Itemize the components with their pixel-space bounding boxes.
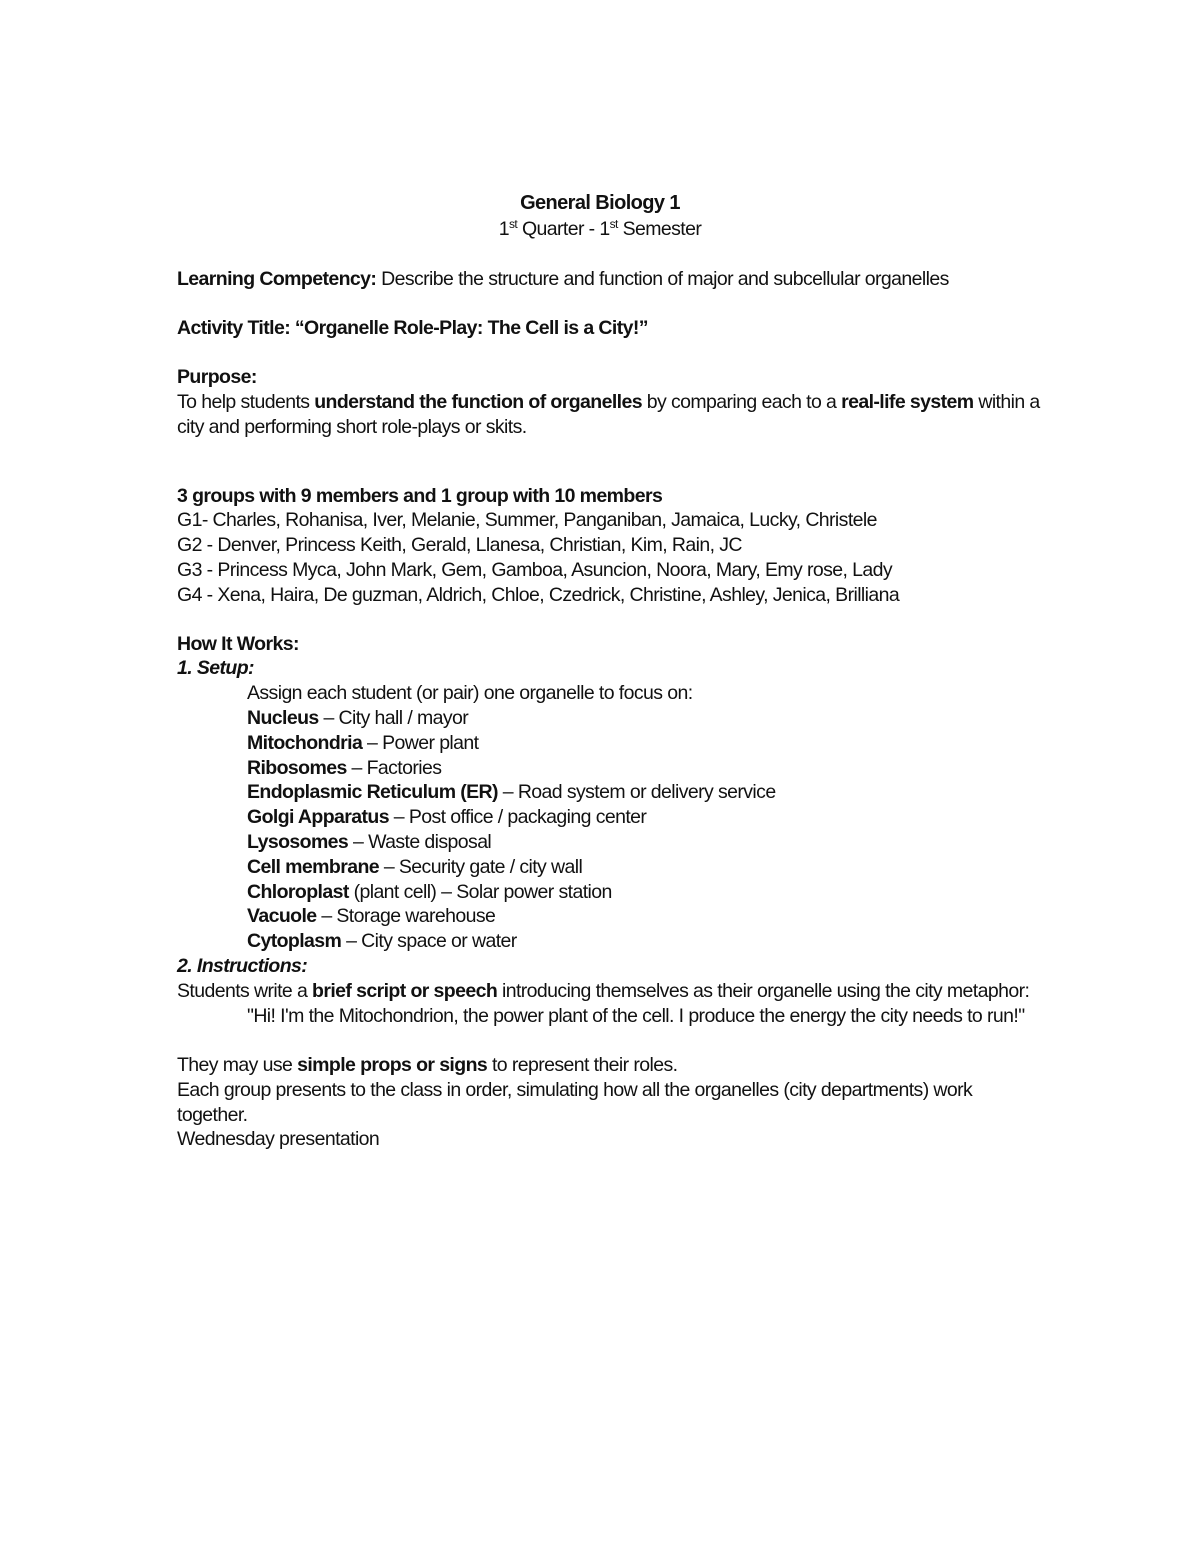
organelle-role: – Waste disposal	[348, 831, 492, 853]
organelle-role: – Power plant	[362, 732, 479, 754]
organelle-item	[247, 780, 776, 804]
instructions-heading	[177, 954, 307, 978]
presentation-day: Wednesday presentation	[177, 1128, 380, 1150]
organelle-role: – Post office / packaging center	[388, 806, 647, 828]
purpose-text-2: by comparing each to a	[641, 391, 842, 413]
competency-text: Describe the structure and function of major and subcellular organelles	[376, 268, 949, 290]
group-4: G4 - Xena, Haira, De guzman, Aldrich, Chloe, Czedrick, Christine, Ashley, Jenica, Brilliana	[177, 584, 900, 606]
props-text-2: to represent their roles.	[487, 1054, 678, 1076]
instructions-text-1: Students write a	[177, 980, 313, 1002]
setup-label: 1. Setup:	[177, 657, 254, 679]
instructions-label: 2. Instructions:	[177, 955, 308, 977]
organelle-item	[247, 706, 468, 730]
organelle-name: Chloroplast	[247, 881, 349, 903]
group-1: G1- Charles, Rohanisa, Iver, Melanie, Summer, Panganiban, Jamaica, Lucky, Christele	[177, 509, 877, 531]
competency-label: Learning Competency:	[177, 268, 377, 290]
how-it-works-heading: How It Works:	[177, 633, 299, 655]
organelle-role: – City space or water	[341, 930, 517, 952]
activity-title: Activity Title: “Organelle Role-Play: The Cell is a City!”	[177, 317, 648, 339]
props-bold: simple props or signs	[297, 1054, 488, 1076]
document-title: General Biology 1	[520, 192, 680, 214]
organelle-note: (plant cell)	[348, 881, 437, 903]
semester-ordinal: st	[609, 217, 618, 231]
document-subtitle	[0, 217, 1200, 241]
example-quote: "Hi! I'm the Mitochondrion, the power plant of the cell. I produce the energy the city needs to run!"	[247, 1005, 1025, 1027]
organelle-item	[247, 929, 517, 953]
purpose-bold-1: understand the function of organelles	[314, 391, 642, 413]
purpose-text-1: To help students	[177, 391, 315, 413]
organelle-name: Nucleus	[247, 707, 319, 729]
props-line	[177, 1053, 677, 1077]
instructions-bold: brief script or speech	[312, 980, 498, 1002]
organelle-item	[247, 904, 495, 928]
semester-text: Semester	[617, 218, 702, 240]
setup-intro: Assign each student (or pair) one organelle to focus on:	[247, 682, 693, 704]
organelle-name: Ribosomes	[247, 757, 347, 779]
organelle-name: Endoplasmic Reticulum (ER)	[247, 781, 498, 803]
purpose-line-2: city and performing short role-plays or skits.	[177, 416, 527, 438]
organelle-role: – City hall / mayor	[318, 707, 469, 729]
organelle-role: – Road system or delivery service	[497, 781, 776, 803]
presentation-line-1: Each group presents to the class in order, simulating how all the organelles (city departments) work	[177, 1079, 973, 1101]
organelle-name: Golgi Apparatus	[247, 806, 389, 828]
organelle-item	[247, 880, 612, 904]
organelle-name: Cytoplasm	[247, 930, 342, 952]
quarter-number: 1	[498, 218, 509, 240]
organelle-name: Cell membrane	[247, 856, 380, 878]
purpose-heading: Purpose:	[177, 366, 257, 388]
setup-heading	[177, 656, 254, 680]
organelle-role: – Storage warehouse	[316, 905, 496, 927]
purpose-text-3: within a	[973, 391, 1040, 413]
organelle-role: – Solar power station	[436, 881, 612, 903]
organelle-item	[247, 830, 491, 854]
organelle-name: Vacuole	[247, 905, 317, 927]
organelle-item	[247, 731, 478, 755]
quarter-text: Quarter -	[517, 218, 600, 240]
props-text-1: They may use	[177, 1054, 298, 1076]
organelle-role: – Factories	[346, 757, 442, 779]
instructions-text-2: introducing themselves as their organelle using the city metaphor:	[497, 980, 1030, 1002]
quarter-ordinal: st	[508, 217, 518, 231]
groups-heading: 3 groups with 9 members and 1 group with 10 members	[177, 485, 663, 507]
organelle-item	[247, 805, 646, 829]
group-2: G2 - Denver, Princess Keith, Gerald, Llanesa, Christian, Kim, Rain, JC	[177, 534, 742, 556]
organelle-item	[247, 855, 582, 879]
group-3: G3 - Princess Myca, John Mark, Gem, Gamboa, Asuncion, Noora, Mary, Emy rose, Lady	[177, 559, 893, 581]
instructions-text	[177, 979, 1029, 1003]
purpose-bold-2: real-life system	[841, 391, 974, 413]
organelle-name: Lysosomes	[247, 831, 349, 853]
presentation-line-2: together.	[177, 1104, 248, 1126]
purpose-line-1	[177, 390, 1040, 414]
semester-number: 1	[599, 218, 610, 240]
organelle-item	[247, 756, 441, 780]
learning-competency	[177, 267, 949, 291]
organelle-role: – Security gate / city wall	[379, 856, 583, 878]
organelle-name: Mitochondria	[247, 732, 363, 754]
